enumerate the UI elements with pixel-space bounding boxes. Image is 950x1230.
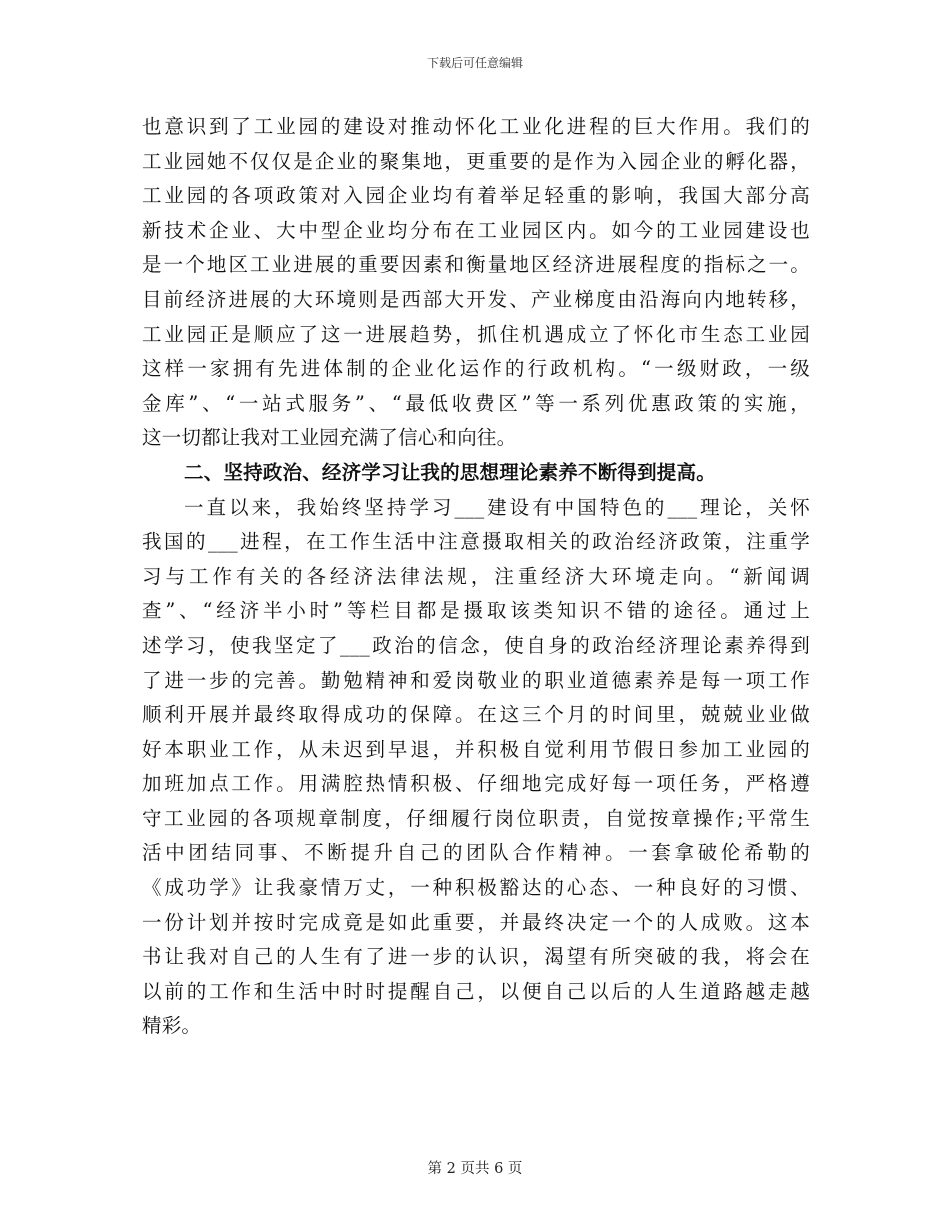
paragraph-line: 守工业园的各项规章制度，仔细履行岗位职责，自觉按章操作;平常生 (142, 806, 810, 830)
paragraph-line: 工业园正是顺应了这一进展趋势，抓住机遇成立了怀化市生态工业园 (142, 322, 810, 346)
paragraph-line: 活中团结同事、不断提升自己的团队合作精神。一套拿破伦希勒的 (142, 841, 810, 865)
paragraph-line: 目前经济进展的大环境则是西部大开发、产业梯度由沿海向内地转移， (142, 287, 810, 311)
document-body (142, 110, 810, 1044)
paragraph-line: 工业园她不仅仅是企业的聚集地，更重要的是作为入园企业的孵化器， (142, 149, 810, 173)
paragraph-line: 习与工作有关的各经济法律法规，注重经济大环境走向。“新闻调 (142, 564, 810, 588)
page-number: 第 2 页共 6 页 (427, 1161, 523, 1177)
paragraph-line: 也意识到了工业园的建设对推动怀化工业化进程的巨大作用。我们的 (142, 115, 810, 138)
paragraph-line: 是一个地区工业进展的重要因素和衡量地区经济进展程度的指标之一。 (142, 253, 810, 277)
paragraph-line: 以前的工作和生活中时时提醒自己，以便自己以后的人生道路越走越 (142, 979, 810, 1003)
paragraph-line: 了进一步的完善。勤勉精神和爱岗敬业的职业道德素养是每一项工作 (142, 668, 810, 692)
paragraph-line: 一直以来，我始终坚持学习___建设有中国特色的___理论，关怀 (184, 495, 810, 519)
paragraph-line: 好本职业工作，从未迟到早退，并积极自觉利用节假日参加工业园的 (142, 737, 810, 761)
paragraph-line: 新技术企业、大中型企业均分布在工业园区内。如今的工业园建设也 (142, 218, 810, 242)
paragraph-line: 这一切都让我对工业园充满了信心和向往。 (142, 426, 517, 450)
section-heading: 二、坚持政治、经济学习让我的思想理论素养不断得到提高。 (184, 460, 716, 484)
paragraph-line: 精彩。 (142, 1014, 202, 1038)
paragraph-line: 述学习，使我坚定了___政治的信念，使自身的政治经济理论素养得到 (142, 633, 810, 657)
paragraph-line: 查”、“经济半小时”等栏目都是摄取该类知识不错的途径。通过上 (142, 599, 810, 623)
paragraph-line: 我国的___进程，在工作生活中注意摄取相关的政治经济政策，注重学 (142, 530, 810, 554)
paragraph-line: 金库”、“一站式服务”、“最低收费区”等一系列优惠政策的实施， (142, 391, 810, 415)
paragraph-line: 《成功学》让我豪情万丈，一种积极豁达的心态、一种良好的习惯、 (142, 876, 810, 900)
page-header: 下载后可任意编辑 (426, 56, 523, 70)
paragraph-line: 顺利开展并最终取得成功的保障。在这三个月的时间里，兢兢业业做 (142, 703, 810, 727)
paragraph-line: 这样一家拥有先进体制的企业化运作的行政机构。“一级财政，一级 (142, 357, 810, 381)
paragraph-line: 一份计划并按时完成竟是如此重要，并最终决定一个的人成败。这本 (142, 910, 810, 934)
paragraph-line: 加班加点工作。用满腔热情积极、仔细地完成好每一项任务，严格遵 (142, 772, 810, 796)
paragraph-line: 书让我对自己的人生有了进一步的认识，渴望有所突破的我，将会在 (142, 945, 810, 969)
paragraph-line: 工业园的各项政策对入园企业均有着举足轻重的影响，我国大部分高 (142, 184, 810, 208)
